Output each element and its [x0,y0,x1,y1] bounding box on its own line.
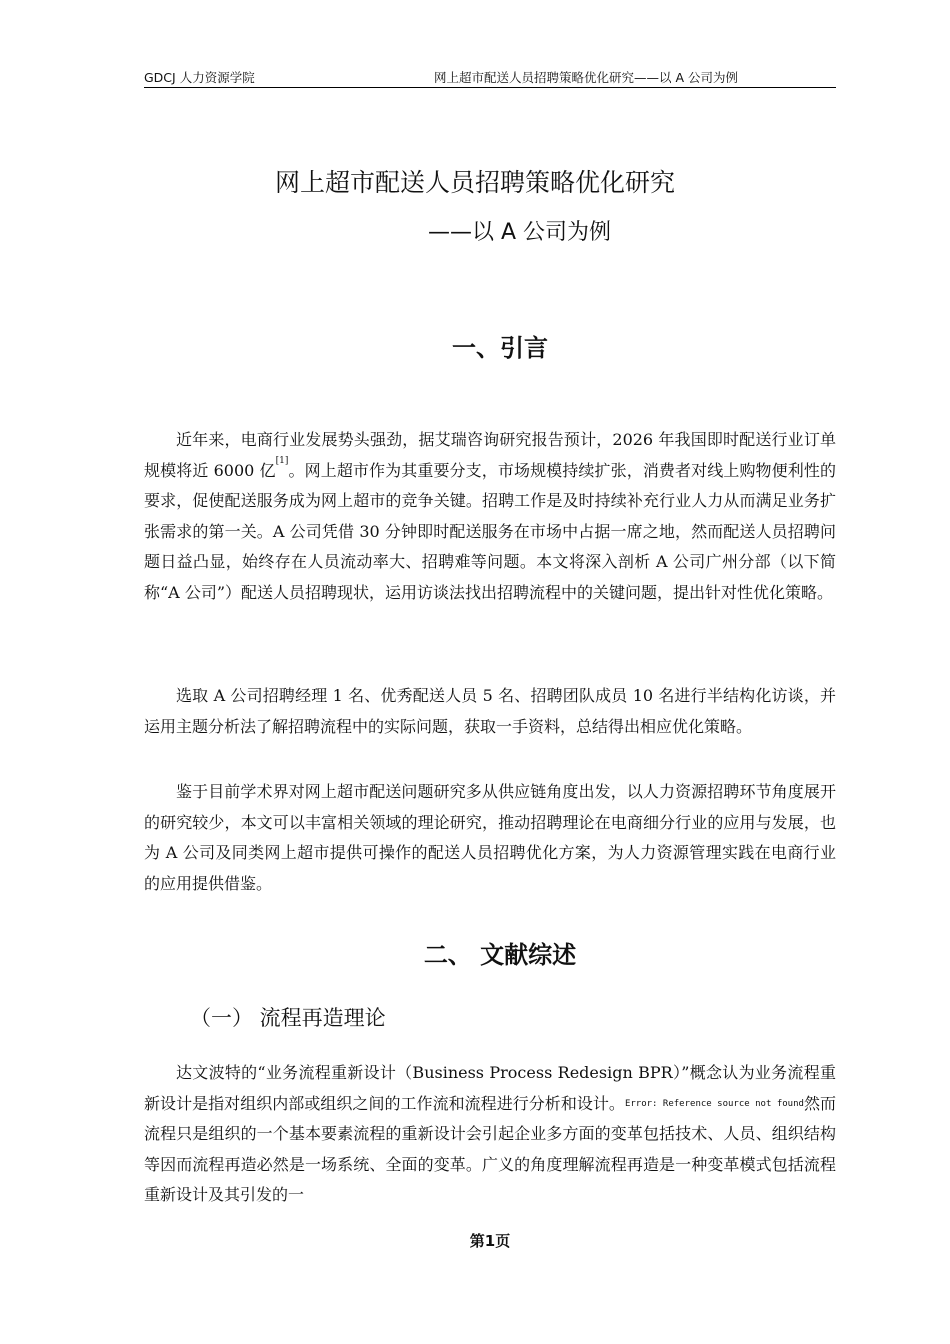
lit-p1-text-a: 达文波特的“业务流程重新设计（Business Process Redesign BPR）”概念认为业务流程重新设计是指对组织内部或组织之间的工作流和流程进行分析和设计。 [144,1063,836,1113]
header-paper-title: 网上超市配送人员招聘策略优化研究——以 A 公司为例 [434,70,738,85]
intro-paragraph-1 [144,425,836,608]
intro-paragraph-3: 鉴于目前学术界对网上超市配送问题研究多从供应链角度出发，以人力资源招聘环节角度展开的研究较少，本文可以丰富相关领域的理论研究，推动招聘理论在电商细分行业的应用与发展，也为 A 公司及同类网上超市提供可操作的配送人员招聘优化方案，为人力资源管理实践在电商行业的应用提供借鉴。 [144,782,836,893]
page-header [144,68,836,88]
intro-p1-text-b: 。网上超市作为其重要分支，市场规模持续扩张，消费者对线上购物便利性的要求，促使配送服务成为网上超市的竞争关键。招聘工作是及时持续补充行业人力从而满足业务扩张需求的第一关。A 公司凭借 30 分钟即时配送服务在市场中占据一席之地，然而配送人员招聘问题日益凸显，始终存在人员流动率大、招聘难等问题。本文将深入剖析 A 公司广州分部（以下简称“A 公司”）配送人员招聘现状，运用访谈法找出招聘流程中的关键问题，提出针对性优化策略。 [144,460,836,602]
section-heading-literature-review: 二、 文献综述 [423,941,577,969]
literature-paragraph-1 [144,1058,836,1211]
subsection-heading-process-reengineering: （一） 流程再造理论 [190,1006,386,1030]
paper-subtitle: ——以 A 公司为例 [428,220,612,245]
intro-p1-text-a: 近年来，电商行业发展势头强劲，据艾瑞咨询研究报告预计，2026 年我国即时配送行业订单规模将近 6000 亿 [144,430,836,480]
paper-title: 网上超市配送人员招聘策略优化研究 [274,168,675,197]
section-heading-introduction: 一、引言 [452,334,548,362]
reference-error-note: Error: Reference source not found [624,1098,804,1109]
citation-1[interactable]: [1] [275,455,289,466]
header-institution: GDCJ 人力资源学院 [144,70,255,85]
lit-p1-text-b: 然而流程只是组织的一个基本要素流程的重新设计会引起企业多方面的变革包括技术、人员、组织结构等因而流程再造必然是一场系统、全面的变革。广义的角度理解流程再造是一种变革模式包括流程重新设计及其引发的一 [144,1093,836,1204]
page-number: 第1页 [469,1232,511,1250]
intro-paragraph-2: 选取 A 公司招聘经理 1 名、优秀配送人员 5 名、招聘团队成员 10 名进行半结构化访谈，并运用主题分析法了解招聘流程中的实际问题，获取一手资料，总结得出相应优化策略。 [144,686,836,736]
